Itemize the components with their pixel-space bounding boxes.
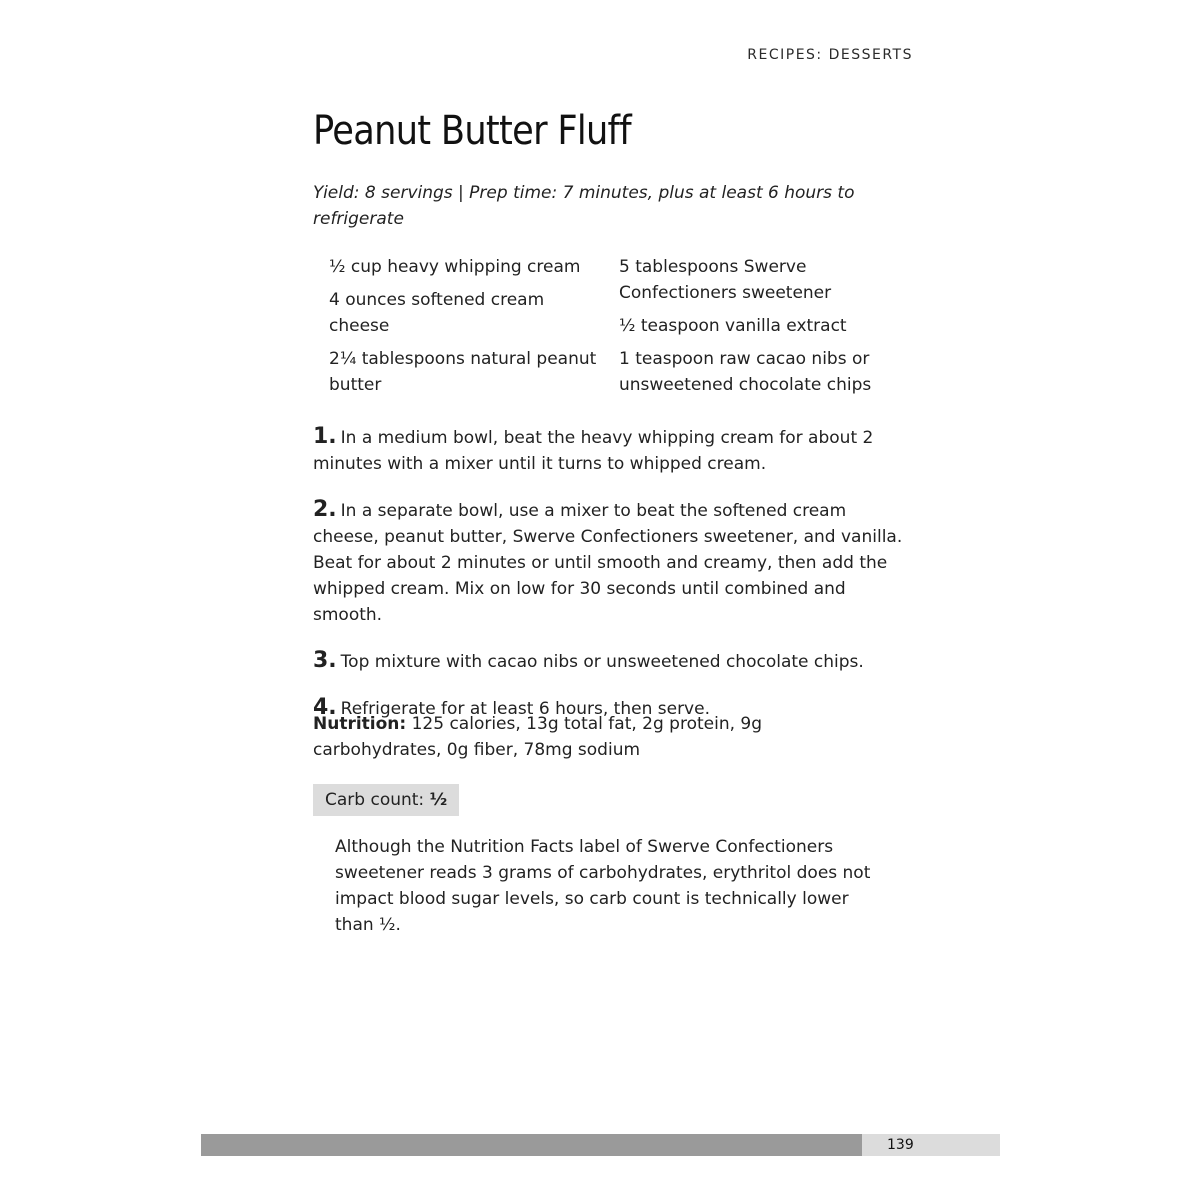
ingredient-item: ½ cup heavy whipping cream [329, 257, 581, 277]
recipe-step [313, 424, 913, 477]
section-header: RECIPES: DESSERTS [747, 47, 913, 63]
ingredient-item: 4 ounces softened cream cheese [329, 290, 545, 336]
recipe-title: Peanut Butter Fluff [313, 108, 631, 154]
footer-bar [201, 1134, 862, 1156]
carb-count-label: Carb count: [325, 790, 430, 810]
ingredient-item: 2¼ tablespoons natural peanut butter [329, 349, 597, 395]
nutrition-label: Nutrition: [313, 714, 407, 734]
nutrition-text: 125 calories, 13g total fat, 2g protein, 9g carbohydrates, 0g fiber, 78mg sodium [313, 714, 763, 760]
recipe-step [313, 648, 913, 675]
ingredients-list [329, 254, 909, 405]
footer-page-tab [862, 1134, 1000, 1156]
carb-note: Although the Nutrition Facts label of Swerve Confectioners sweetener reads 3 grams of carbohydrates, erythritol does not impact blood sugar levels, so carb count is technically lower than ½. [335, 837, 871, 935]
recipe-step [313, 497, 913, 628]
ingredient-item: ½ teaspoon vanilla extract [619, 316, 847, 336]
step-text: Refrigerate for at least 6 hours, then serve. [340, 699, 710, 719]
step-number: 1. [313, 424, 337, 449]
carb-count-badge [313, 784, 459, 816]
step-text: In a separate bowl, use a mixer to beat the softened cream cheese, peanut butter, Swerve Confectioners sweetener, and vanilla. Beat for about 2 minutes or until smooth and creamy, then add the whipped cream. Mix on low for 30 seconds until combined and smooth. [313, 501, 903, 625]
nutrition-info [313, 711, 883, 763]
carb-count-value: ½ [429, 790, 448, 810]
step-number: 2. [313, 497, 337, 522]
step-number: 4. [313, 695, 337, 720]
ingredients-right-column [619, 254, 909, 405]
ingredient-item: 1 teaspoon raw cacao nibs or unsweetened chocolate chips [619, 349, 872, 395]
ingredients-left-column [329, 254, 619, 405]
recipe-yield-prep: Yield: 8 servings | Prep time: 7 minutes, plus at least 6 hours to refrigerate [313, 183, 855, 229]
step-number: 3. [313, 648, 337, 673]
step-text: In a medium bowl, beat the heavy whipping cream for about 2 minutes with a mixer until it turns to whipped cream. [313, 428, 874, 474]
recipe-steps [313, 424, 913, 742]
ingredient-item: 5 tablespoons Swerve Confectioners sweetener [619, 257, 832, 303]
page-number: 139 [887, 1137, 914, 1153]
step-text: Top mixture with cacao nibs or unsweetened chocolate chips. [340, 652, 864, 672]
